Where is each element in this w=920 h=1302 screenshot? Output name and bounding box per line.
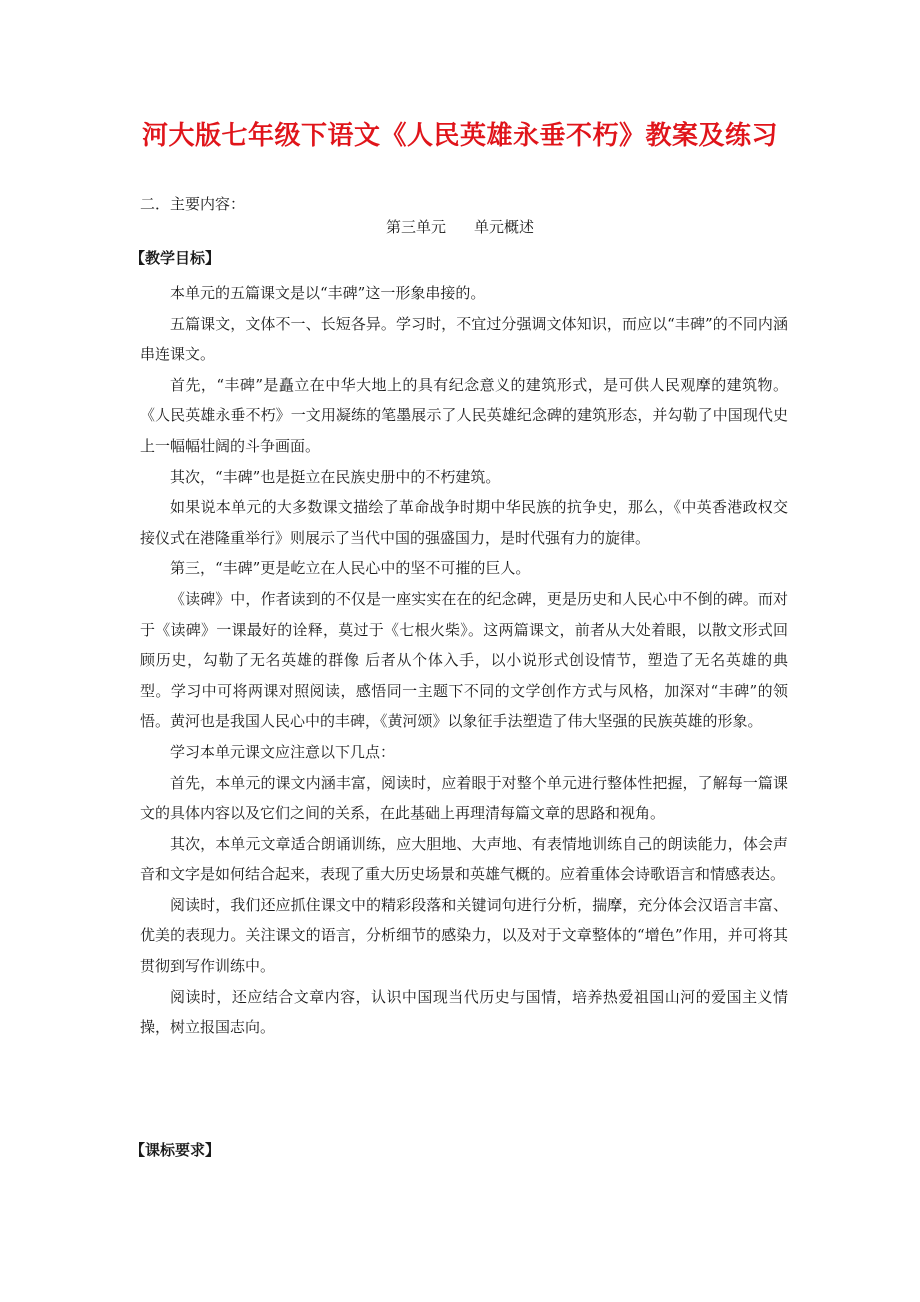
paragraph: 首先，本单元的课文内涵丰富，阅读时，应着眼于对整个单元进行整体性把握，了解每一篇课文的具体内容以及它们之间的关系，在此基础上再理清每篇文章的思路和视角。 <box>140 773 788 823</box>
document-title: 河大版七年级下语文《人民英雄永垂不朽》教案及练习 <box>141 121 778 151</box>
paragraph: 本单元的五篇课文是以“丰碑”这一形象串接的。 <box>170 284 486 302</box>
paragraph: 阅读时，还应结合文章内容，认识中国现当代历史与国情，培养热爱祖国山河的爱国主义情操，树立报国志向。 <box>140 987 788 1037</box>
paragraph: 其次，“丰碑”也是挺立在民族史册中的不朽建筑。 <box>170 467 501 486</box>
unit-overview-label: 单元概述 <box>474 218 535 236</box>
document-body <box>140 278 788 1043</box>
teaching-goals-heading: 【教学目标】 <box>130 249 221 267</box>
unit-number: 第三单元 <box>385 218 446 236</box>
paragraph: 《读碑》中，作者读到的不仅是一座实实在在的纪念碑，更是历史和人民心中不倒的碑。而对于《读碑》一课最好的诠释，莫过于《七根火柴》。这两篇课文，前者从大处着眼，以散文形式回顾历史，勾勒了无名英雄的群像 后者从个体入手，以小说形式创设情节，塑造了无名英雄的典型。学习中可将两课对照阅读，感悟同一主题下不同的文学创作方式与风格，加深对“丰碑”的领悟。黄河也是我国人民心中的丰碑，《黄河颂》以象征手法塑造了伟大坚强的民族英雄的形象。 <box>140 589 788 731</box>
paragraph: 首先，“丰碑”是矗立在中华大地上的具有纪念意义的建筑形式，是可供人民观摩的建筑物。《人民英雄永垂不朽》一文用凝练的笔墨展示了人民英雄纪念碑的建筑形态，并勾勒了中国现代史上一幅幅壮阔的斗争画面。 <box>140 375 788 455</box>
curriculum-standards-heading: 【课标要求】 <box>130 1141 221 1159</box>
paragraph: 其次，本单元文章适合朗诵训练，应大胆地、大声地、有表情地训练自己的朗读能力，体会声音和文字是如何结合起来，表现了重大历史场景和英雄气概的。应着重体会诗歌语言和情感表达。 <box>140 834 788 884</box>
paragraph: 学习本单元课文应注意以下几点： <box>170 742 396 761</box>
paragraph: 如果说本单元的大多数课文描绘了革命战争时期中华民族的抗争史，那么，《中英香港政权交接仪式在港隆重举行》则展示了当代中国的强盛国力，是时代强有力的旋律。 <box>140 498 788 547</box>
paragraph: 五篇课文，文体不一、长短各异。学习时，不宜过分强调文体知识，而应以“丰碑”的不同内涵串连课文。 <box>140 314 788 364</box>
unit-heading <box>0 216 920 238</box>
paragraph: 第三，“丰碑”更是屹立在人民心中的坚不可摧的巨人。 <box>170 559 531 578</box>
paragraph: 阅读时，我们还应抓住课文中的精彩段落和关键词句进行分析，揣摩，充分体会汉语言丰富、优美的表现力。关注课文的语言，分析细节的感染力，以及对于文章整体的“增色”作用，并可将其贯彻到写作训练中。 <box>140 895 788 976</box>
section-label: 二．主要内容： <box>140 195 246 213</box>
